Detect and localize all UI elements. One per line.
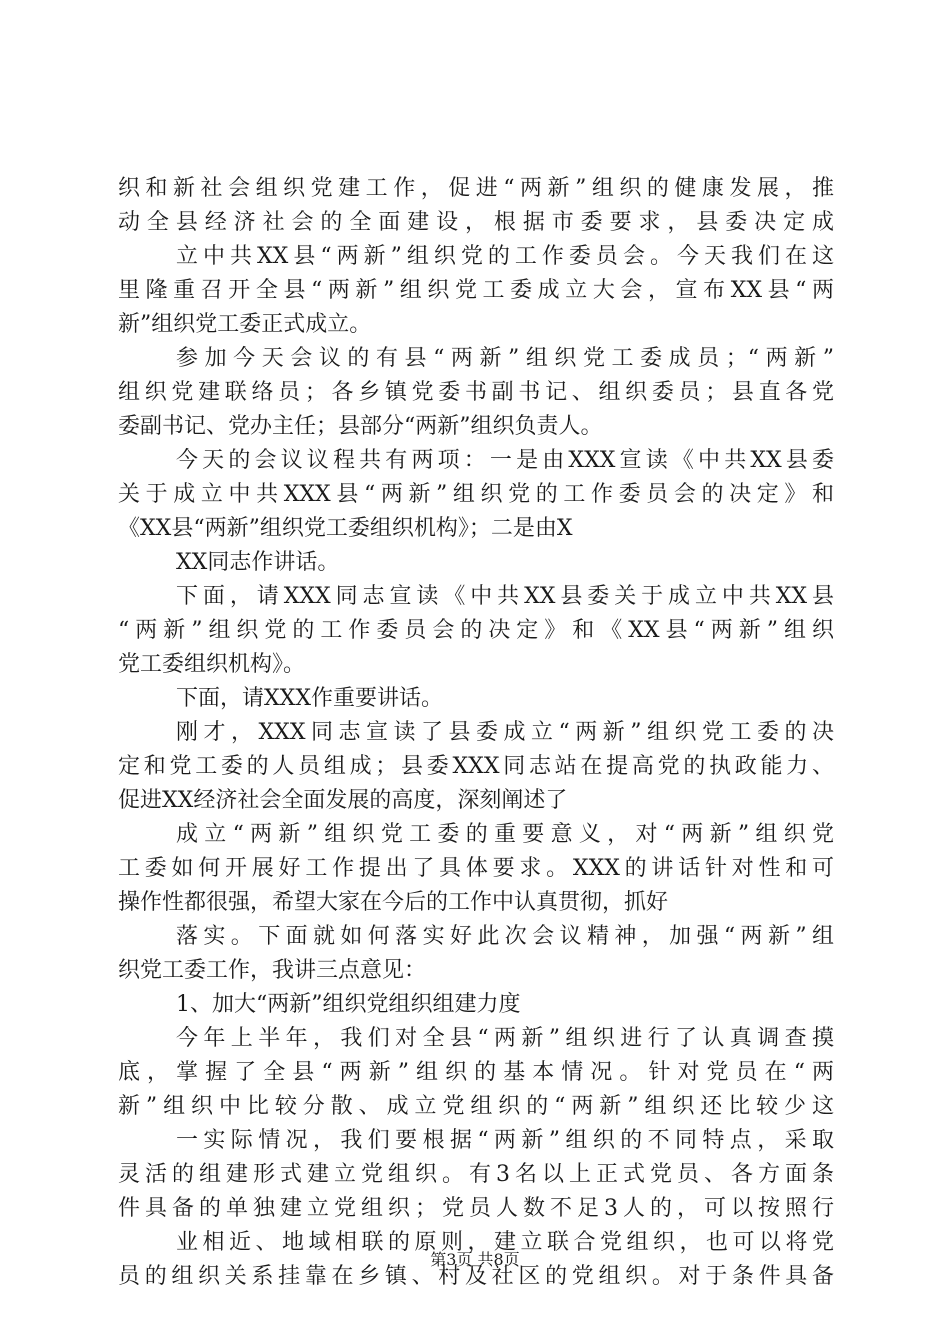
text-line: 参加今天会议的有县“两新”组织党工委成员；“两新”: [176, 346, 834, 371]
text-line: 刚才，XXX同志宣读了县委成立“两新”组织党工委的决: [176, 720, 834, 745]
text-line: 今天的会议议程共有两项：一是由XXX宣读《中共XX县委: [176, 448, 834, 473]
text-line: 今年上半年，我们对全县“两新”组织进行了认真调查摸: [176, 1026, 834, 1051]
text-line: 底，掌握了全县“两新”组织的基本情况。针对党员在“两: [118, 1060, 834, 1085]
text-line: XX同志作讲话。: [176, 550, 340, 575]
text-line: 下面，请XXX同志宣读《中共XX县委关于成立中共XX县: [176, 584, 834, 609]
text-line: 织党工委工作，我讲三点意见：: [118, 958, 427, 983]
text-line: 业相近、地域相联的原则，建立联合党组织，也可以将党: [176, 1230, 834, 1255]
text-line: 灵活的组建形式建立党组织。有3名以上正式党员、各方面条: [118, 1162, 834, 1187]
document-body: [118, 172, 834, 1294]
text-line: 党工委组织机构》。: [118, 652, 306, 677]
text-line: 新”组织中比较分散、成立党组织的“两新”组织还比较少这: [118, 1094, 834, 1119]
text-line: 员的组织关系挂靠在乡镇、村及社区的党组织。对于条件具备: [118, 1264, 834, 1289]
text-line: 《XX县“两新”组织党工委组织机构》；二是由X: [118, 516, 573, 541]
page-number-footer: 第3页 共8页: [430, 1250, 520, 1269]
text-line: 关于成立中共XXX县“两新”组织党的工作委员会的决定》和: [118, 482, 834, 507]
text-line: 一实际情况，我们要根据“两新”组织的不同特点，采取: [176, 1128, 834, 1153]
text-line: “两新”组织党的工作委员会的决定》和《XX县“两新”组织: [118, 618, 834, 643]
text-line: 委副书记、党办主任；县部分“两新”组织负责人。: [118, 414, 603, 439]
text-line: 立中共XX县“两新”组织党的工作委员会。今天我们在这: [176, 244, 834, 269]
text-line: 新”组织党工委正式成立。: [118, 312, 372, 337]
text-line: 件具备的单独建立党组织；党员人数不足3人的，可以按照行: [118, 1196, 834, 1221]
text-line: 促进XX经济社会全面发展的高度，深刻阐述了: [118, 788, 568, 813]
text-line: 定和党工委的人员组成；县委XXX同志站在提高党的执政能力、: [118, 754, 834, 779]
text-line: 成立“两新”组织党工委的重要意义，对“两新”组织党: [176, 822, 834, 847]
text-line: 动全县经济社会的全面建设，根据市委要求，县委决定成: [118, 210, 834, 235]
text-line: 工委如何开展好工作提出了具体要求。XXX的讲话针对性和可: [118, 856, 834, 881]
text-line: 组织党建联络员；各乡镇党委书副书记、组织委员；县直各党: [118, 380, 834, 405]
text-line: 里隆重召开全县“两新”组织党工委成立大会，宣布XX县“两: [118, 278, 834, 303]
section-heading: 1、加大“两新”组织党组织组建力度: [176, 992, 521, 1017]
text-line: 织和新社会组织党建工作，促进“两新”组织的健康发展，推: [118, 176, 834, 201]
text-line: 落实。下面就如何落实好此次会议精神，加强“两新”组: [176, 924, 834, 949]
text-line: 操作性都很强，希望大家在今后的工作中认真贯彻，抓好: [118, 890, 669, 915]
text-line: 下面，请XXX作重要讲话。: [176, 686, 443, 711]
